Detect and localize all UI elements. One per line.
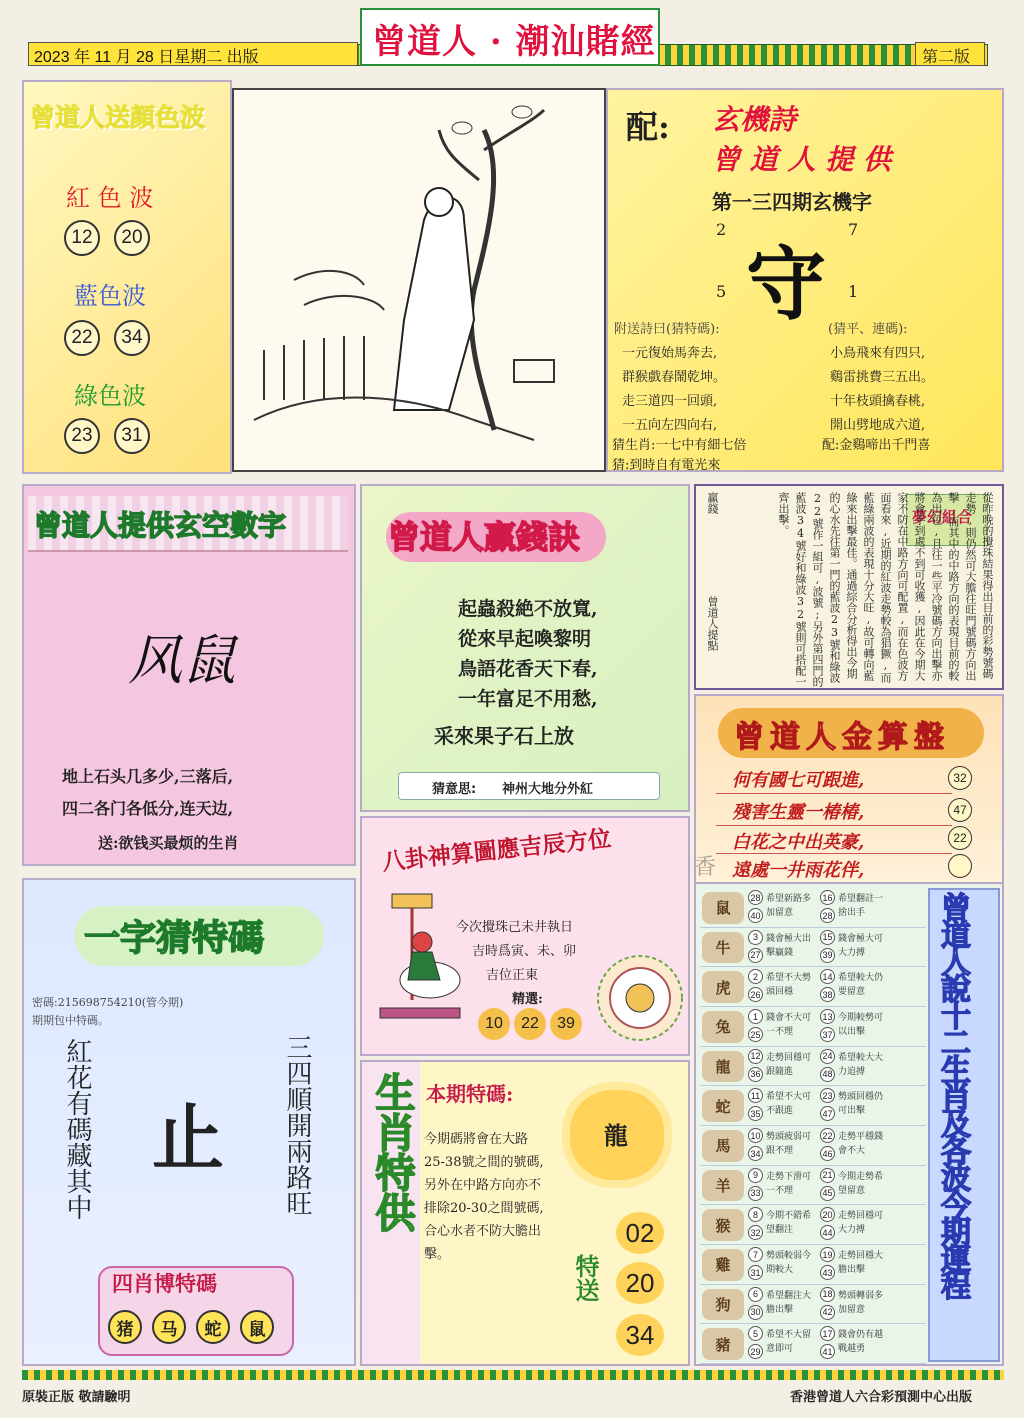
zodiac-animal-icon: 虎 [702,971,744,1003]
bagua-wheel [596,954,684,1042]
ying-line: 采來果子石上放 [434,724,574,748]
zodiac-animal-icon: 牛 [702,932,744,964]
poem-left-4: 一五向左四向右, [622,418,718,433]
zodiac-row [700,928,926,968]
zodiac-number: 1 [748,1009,763,1024]
combo-text: 從昨晚的攪珠結果得出目前的彩勢號碼走勢,則仍然可大膽往旺門號碼方向出擊,而其中的中路方向的表現目前的較為出色,且往一些平冷號碼方向出擊亦將會手到處不到可收獲,因此在今期大家不防在中路方向可配置,而在色波方面看來,近期的紅波走勢較為猖獗,而藍綠兩波的表現十分大旺,故可轉向藍綠來出擊最佳。通過綜合分析得出今期的心水先往第一門的藍波23號和綠波22號作一組可,波號;另外第四門的藍波34號好和綠波32號則可搭配一齊出擊。 [777,492,994,687]
yizi-char: 止 [152,1095,225,1180]
zodiac-rows [700,888,926,1364]
zodiac-left-text: 希望翻注大膽出擊 [766,1290,812,1315]
zodiac-number: 39 [820,948,835,963]
four-2: 马 [152,1310,186,1344]
zodiac-number: 7 [748,1247,763,1262]
zodiac-number: 18 [820,1287,835,1302]
bagua-pick-label: 精選: [512,992,543,1007]
zodiac-panel [694,882,1004,1366]
zodiac-number: 17 [820,1326,835,1341]
zodiac-number: 8 [748,1207,763,1222]
zodiac-right-text: 走勢平穩錢會不大 [838,1132,884,1156]
zodiac-row [700,888,926,928]
abacus-rule-3 [716,853,952,854]
combo-title: 夢幻組合 [912,508,973,526]
zodiac-number: 3 [748,930,763,945]
zodiac-row [700,1285,926,1325]
zodiac-number: 33 [748,1186,763,1201]
zodiac-left-text: 希望不大可不跟進 [766,1092,812,1117]
zodiac-right-text: 錢會仍有越戰越勇 [838,1330,884,1355]
ying-poem-4: 一年富足不用愁, [458,688,598,710]
xuankong-line-1: 地上石头几多少,三落后, [62,767,234,786]
zodiac-number: 47 [820,1106,835,1121]
zodiac-number: 46 [820,1146,835,1161]
zodiac-animal-icon: 龍 [702,1051,744,1083]
corner-num-4: 1 [848,282,859,301]
bagua-panel [360,816,717,1056]
ying-guess-value: 神州大地分外紅 [502,782,594,797]
zodiac-row [700,1245,926,1285]
zodiac-number: 41 [820,1344,835,1359]
zodiac-left-text: 希望不大勢頭回穩 [766,973,812,998]
poem-left-3: 走三道四一回頭, [622,394,718,409]
zodiac-row [700,1126,926,1166]
yizi-right-text: 三四順開兩路旺 [282,1034,312,1216]
abacus-row-2: 殘害生靈一椿椿, [732,802,865,823]
zodiac-number: 13 [820,1009,835,1024]
zodiac-number: 9 [748,1168,763,1183]
bagua-ball-2: 22 [514,1008,546,1040]
sage-drawing [234,90,604,470]
zodiac-animal-icon: 猴 [702,1209,744,1241]
zodiac-number: 23 [820,1088,835,1103]
zodiac-number: 6 [748,1287,763,1302]
poem-right-4: 開山劈地成六道, [830,418,926,433]
poem-right-2: 鷄雷挑費三五出。 [830,370,935,385]
green-wave-label: 綠色波 [74,382,146,410]
corner-num-2: 7 [848,220,859,239]
zodiac-number: 21 [820,1168,835,1183]
zodiac-right-text: 走勢回穩可大力搏 [838,1211,884,1236]
blue-ball-1: 22 [64,320,100,356]
zodiac-number: 28 [820,908,835,923]
zodiac-number: 42 [820,1305,835,1320]
corner-num-3: 5 [716,282,727,301]
abacus-ball-2: 47 [948,798,972,822]
combo-sign: 曾道人提點 [706,596,719,651]
flower-char: 龍 [604,1121,628,1150]
zodiac-left-text: 走勢下滑可一不理 [766,1171,812,1196]
bagua-title: 八卦神算圖應吉辰方位 [380,825,613,876]
zodiac-left-text: 勢頭較弱今期較大 [766,1251,812,1275]
blue-wave-label: 藍色波 [74,282,146,310]
zodiac-row [700,1324,926,1364]
abacus-row-4: 遠處一井雨花伴, [732,860,865,881]
zodiac-animal-icon: 兔 [702,1011,744,1043]
zodiac-left-text: 今期不錯希望翻注 [766,1211,812,1236]
four-3: 蛇 [196,1310,230,1344]
zodiac-row [700,1007,926,1047]
xuankong-line-3: 送:欲钱买最烦的生肖 [98,834,239,852]
zodiac-number: 43 [820,1265,835,1280]
poem-left-head: 附送詩曰(猜特碼): [614,322,720,337]
zodiac-right-text: 勢頭回穩仍可出擊 [838,1092,884,1117]
four-4: 鼠 [240,1310,274,1344]
zodiac-animal-icon: 馬 [702,1130,744,1162]
special-side-title: 生肖特供 [369,1072,416,1232]
special-send: 特送 [571,1254,600,1302]
zodiac-number: 29 [748,1344,763,1359]
zodiac-number: 34 [748,1146,763,1161]
zodiac-side-title: 曾道人說十二生肖及各波今期運程 [935,892,970,1297]
zodiac-number: 37 [820,1027,835,1042]
bagua-line-2: 吉時爲寅、未、卯 [472,944,577,959]
zodiac-right-text: 希望較大仍要留意 [838,973,884,998]
color-wave-title: 曾道人送顏色波 [30,103,206,132]
mystic-pei: 配: [626,108,670,146]
bagua-ball-3: 39 [550,1008,582,1040]
zodiac-number: 40 [748,908,763,923]
green-ball-1: 23 [64,418,100,454]
special-ball-3: 34 [616,1314,664,1356]
red-wave-label: 紅 色 波 [66,184,154,212]
zodiac-left-text: 走勢回穩可跟隨進 [766,1052,812,1077]
red-ball-2: 20 [114,220,150,256]
zodiac-left-text: 希望不大留意即可 [766,1330,812,1355]
footer-stripe [22,1370,1004,1380]
zodiac-number: 45 [820,1186,835,1201]
abacus-ball-3: 22 [948,826,972,850]
zodiac-number: 38 [820,987,835,1002]
poem-right-1: 小鳥飛來有四只, [830,346,926,361]
zodiac-number: 48 [820,1067,835,1082]
abacus-rule-1 [716,793,952,794]
bagua-line-3: 吉位正東 [486,968,539,983]
yizi-panel [22,878,356,1366]
zodiac-number: 26 [748,987,763,1002]
zodiac-number: 2 [748,969,763,984]
special-ball-2: 20 [616,1262,664,1304]
green-ball-2: 31 [114,418,150,454]
corner-num-1: 2 [716,220,727,239]
zodiac-left-text: 錢會不大可一不理 [766,1013,812,1037]
header-date: 2023 年 11 月 28 日星期二 出版 [34,49,259,66]
poem-right-head: (猜平、連碼): [828,322,908,337]
zodiac-row [700,1166,926,1206]
general-figure [370,890,470,1030]
ying-poem-2: 從來早起喚黎明 [458,628,592,650]
zodiac-number: 28 [748,890,763,905]
abacus-rule-2 [716,825,952,826]
zodiac-number: 20 [820,1207,835,1222]
zodiac-right-text: 走勢回穩大膽出擊 [838,1251,884,1275]
ying-poem-3: 鳥語花香天下春, [458,658,598,680]
poem-left-2: 群猴戲春鬧乾坤。 [622,370,727,385]
yizi-title: 一字猜特碼 [84,917,265,959]
zodiac-animal-icon: 狗 [702,1289,744,1321]
zodiac-number: 44 [820,1225,835,1240]
color-wave-panel [22,80,232,474]
four-title: 四肖博特碼 [112,1271,217,1296]
xuankong-char: 风鼠 [128,629,236,692]
zodiac-row [700,1047,926,1087]
sage-illustration [232,88,606,472]
zodiac-left-text: 勢頭疲弱可跟不理 [766,1132,812,1156]
poem-left-1: 一元復始馬奔去, [622,346,718,361]
zodiac-right-text: 錢會極大可大力搏 [838,933,884,958]
xuankong-panel [22,484,356,866]
bagua-ball-1: 10 [478,1008,510,1040]
zodiac-animal-icon: 鼠 [702,892,744,924]
red-ball-1: 12 [64,220,100,256]
poem-right-3: 十年枝頭擒春桃, [830,394,926,409]
bagua-line-1: 今次攪珠己未井執日 [456,920,574,935]
footer-left: 原裝正版 敬請驗明 [22,1390,131,1405]
zodiac-number: 36 [748,1067,763,1082]
zodiac-number: 35 [748,1106,763,1121]
mystic-title: 玄機詩 [712,103,797,136]
zodiac-right-text: 勢頭轉弱多加留意 [838,1290,884,1315]
ying-poem-1: 起蟲殺絶不放寬, [458,598,598,620]
abacus-row-1: 何有國七可跟進, [732,770,865,791]
zodiac-right-text: 今期較勢可以出擊 [838,1013,884,1037]
abacus-ball-4 [948,854,972,878]
special-text: 今期碼將會在大路25-38號之間的號碼,另外在中路方向亦不排除20-30之間號碼,合心水者不防大膽出擊。 [424,1132,544,1262]
zodiac-number: 14 [820,969,835,984]
abacus-ball-1: 32 [948,766,972,790]
zodiac-number: 10 [748,1128,763,1143]
xuankong-title: 曾道人提供玄空數字 [34,509,287,542]
zodiac-number: 27 [748,948,763,963]
abacus-row-3: 白花之中出英豪, [732,832,865,853]
yizi-note: 期期包中特碼。 [32,1014,109,1027]
four-1: 猪 [108,1310,142,1344]
zodiac-number: 5 [748,1326,763,1341]
zodiac-left-text: 希望新路多加留意 [766,894,812,918]
special-title: 本期特碼: [426,1082,514,1106]
header-title: 曾道人 · 潮汕賭經 [372,22,656,62]
zodiac-animal-icon: 蛇 [702,1090,744,1122]
zodiac-number: 15 [820,930,835,945]
pei-2: 配:金鷄啼出千門喜 [822,438,931,453]
guess-2: 猜:到時自有電光來 [612,458,721,473]
ying-guess-label: 猜意思: [432,782,477,797]
ying-panel [360,484,690,812]
special-ball-1: 02 [616,1212,664,1254]
zodiac-row [700,1205,926,1245]
zodiac-number: 16 [820,890,835,905]
zodiac-left-text: 錢會極大出擊贏錢 [766,933,812,958]
yizi-code: 密碼:215698754210(管今期) [32,996,184,1009]
zodiac-animal-icon: 豬 [702,1328,744,1360]
abacus-title: 曾道人金算盤 [734,720,950,755]
zodiac-number: 12 [748,1049,763,1064]
zodiac-number: 31 [748,1265,763,1280]
footer-right: 香港曾道人六合彩預測中心出版 [790,1390,973,1405]
abacus-panel [694,694,1004,884]
zodiac-right-text: 今期走勢希望留意 [838,1171,884,1196]
mystic-char: 守 [746,237,826,331]
ying-title: 曾道人贏錢訣 [388,518,581,556]
combo-panel [694,484,1004,690]
xuankong-line-2: 四二各门各低分,连天边, [62,799,234,818]
mystic-subtitle: 第一三四期玄機字 [712,190,872,214]
zodiac-right-text: 希望較大大力追搏 [838,1052,884,1077]
zodiac-animal-icon: 羊 [702,1170,744,1202]
zodiac-number: 19 [820,1247,835,1262]
zodiac-right-text: 希望翻註一捨出手 [838,894,884,918]
zodiac-number: 11 [748,1088,763,1103]
bagua-watermark: 香 [694,855,717,880]
zodiac-number: 25 [748,1027,763,1042]
mystic-provider: 曾 道 人 提 供 [712,143,891,176]
special-panel [360,1060,690,1366]
zodiac-animal-icon: 雞 [702,1249,744,1281]
blue-ball-2: 34 [114,320,150,356]
yizi-left-text: 紅花有碼藏其中 [62,1038,92,1220]
zodiac-number: 22 [820,1128,835,1143]
header-edition: 第二版 [922,47,971,66]
zodiac-number: 32 [748,1225,763,1240]
combo-footer-label: 贏錢 [706,492,719,514]
zodiac-number: 24 [820,1049,835,1064]
mystic-panel [606,88,1004,472]
guess-shengxiao: 猜生肖:一七中有細七倍 [612,438,747,453]
zodiac-number: 30 [748,1305,763,1320]
zodiac-row [700,967,926,1007]
zodiac-row [700,1086,926,1126]
